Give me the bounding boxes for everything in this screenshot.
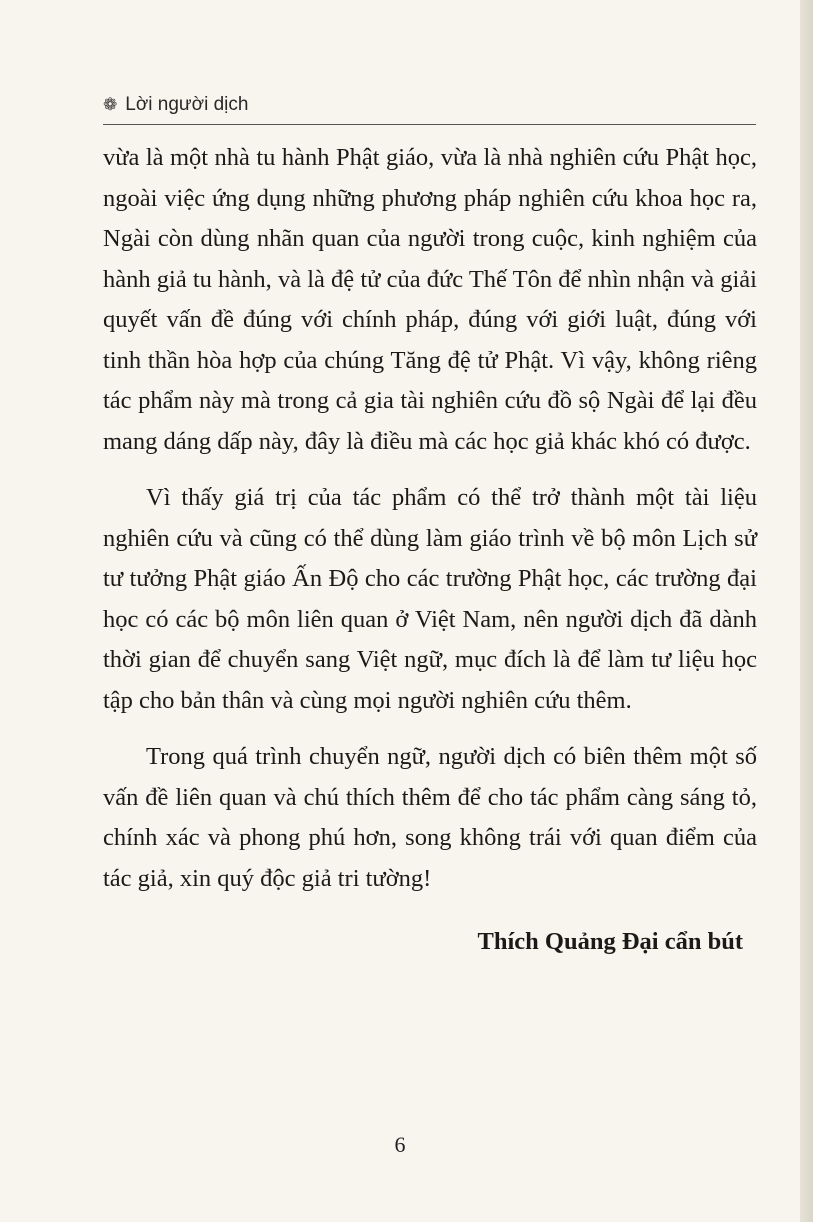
header-rule xyxy=(103,124,756,125)
running-head xyxy=(103,94,248,116)
paragraph-continued: vừa là một nhà tu hành Phật giáo, vừa là nhà nghiên cứu Phật học, ngoài việc ứng dụng những phương pháp nghiên cứu khoa học ra, Ngài còn dùng nhãn quan của người trong cuộc, kinh nghiệm của hành giả tu hành, và là đệ tử của đức Thế Tôn để nhìn nhận và giải quyết vấn đề đúng với chính pháp, đúng với giới luật, đúng với tinh thần hòa hợp của chúng Tăng đệ tử Phật. Vì vậy, không riêng tác phẩm này mà trong cả gia tài nghiên cứu đồ sộ Ngài để lại đều mang dáng dấp này, đây là điều mà các học giả khác khó có được. xyxy=(103,144,757,455)
translator-signature: Thích Quảng Đại cẩn bút xyxy=(477,928,743,955)
running-head-title: Lời người dịch xyxy=(125,94,249,115)
page-number: 6 xyxy=(394,1132,406,1157)
paragraph: Vì thấy giá trị của tác phẩm có thể trở thành một tài liệu nghiên cứu và cũng có thể dùng làm giáo trình về bộ môn Lịch sử tư tưởng Phật giáo Ấn Độ cho các trường Phật học, các trường đại học có các bộ môn liên quan ở Việt Nam, nên người dịch đã dành thời gian để chuyển sang Việt ngữ, mục đích là để làm tư liệu học tập cho bản thân và cùng mọi người nghiên cứu thêm. xyxy=(103,484,757,714)
paragraph: Trong quá trình chuyển ngữ, người dịch có biên thêm một số vấn đề liên quan và chú thích thêm để cho tác phẩm càng sáng tỏ, chính xác và phong phú hơn, song không trái với quan điểm của tác giả, xin quý độc giả tri tường! xyxy=(103,743,757,892)
flower-ornament-icon: ❁ xyxy=(103,95,118,114)
body-text xyxy=(103,138,757,915)
page-edge xyxy=(800,0,813,1222)
